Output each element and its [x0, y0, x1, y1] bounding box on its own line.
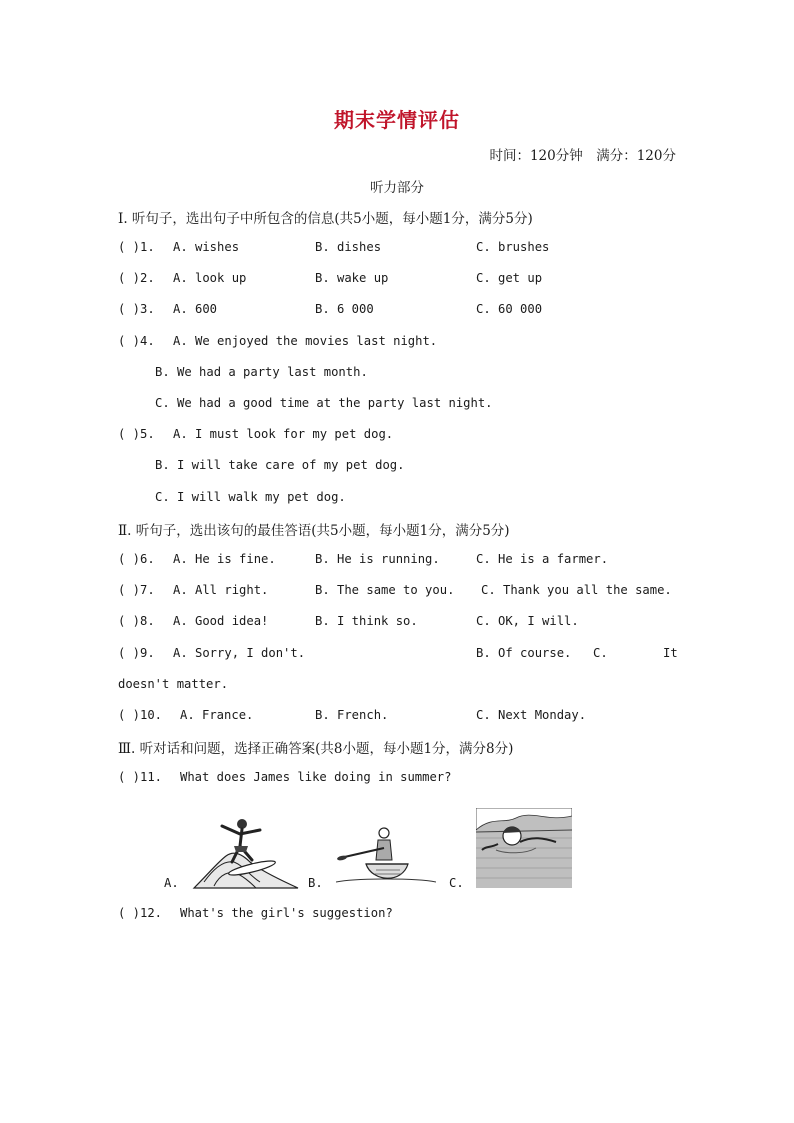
q10-option-a: A. France.	[180, 708, 254, 722]
q2-option-b: B. wake up	[315, 271, 389, 285]
q11-option-c-label: C.	[449, 876, 464, 890]
q7-number: ( )7.	[118, 583, 155, 597]
q2-option-a: A. look up	[173, 271, 247, 285]
q3-number: ( )3.	[118, 302, 155, 316]
q1-number: ( )1.	[118, 240, 155, 254]
q12-number: ( )12.	[118, 906, 163, 920]
q6-option-c: C. He is a farmer.	[476, 552, 609, 566]
q10-option-c: C. Next Monday.	[476, 708, 587, 722]
q9-option-c-text: It	[663, 646, 678, 660]
q7-option-a: A. All right.	[173, 583, 269, 597]
q2-option-c: C. get up	[476, 271, 543, 285]
boating-picture	[336, 824, 436, 888]
q9-option-c-label: C.	[593, 646, 608, 660]
q3-option-c: C. 60 000	[476, 302, 543, 316]
q1-option-b: B. dishes	[315, 240, 382, 254]
q11-number: ( )11.	[118, 770, 163, 784]
q11-option-a-label: A.	[164, 876, 179, 890]
q8-option-b: B. I think so.	[315, 614, 418, 628]
section-1-heading: Ⅰ. 听句子，选出句子中所包含的信息(共5小题，每小题1分，满分5分)	[118, 211, 533, 227]
section-2-heading: Ⅱ. 听句子，选出该句的最佳答语(共5小题，每小题1分，满分5分)	[118, 523, 510, 539]
q9-option-b: B. Of course.	[476, 646, 572, 660]
part-heading: 听力部分	[370, 180, 424, 196]
q5-number: ( )5.	[118, 427, 155, 441]
swimming-picture	[476, 808, 572, 888]
section-3-heading: Ⅲ. 听对话和问题，选择正确答案(共8小题，每小题1分，满分8分)	[118, 741, 514, 757]
q4-option-a: A. We enjoyed the movies last night.	[173, 334, 438, 348]
page-title: 期末学情评估	[334, 108, 460, 132]
q7-option-b: B. The same to you.	[315, 583, 455, 597]
q9-option-c-text-continued: doesn't matter.	[118, 677, 229, 691]
q5-option-b: B. I will take care of my pet dog.	[155, 458, 405, 472]
q11-question: What does James like doing in summer?	[180, 770, 452, 784]
q1-option-a: A. wishes	[173, 240, 240, 254]
q11-option-b-label: B.	[308, 876, 323, 890]
q3-option-b: B. 6 000	[315, 302, 374, 316]
q5-option-a: A. I must look for my pet dog.	[173, 427, 394, 441]
q5-option-c: C. I will walk my pet dog.	[155, 490, 346, 504]
q10-number: ( )10.	[118, 708, 163, 722]
q12-question: What's the girl's suggestion?	[180, 906, 393, 920]
q3-option-a: A. 600	[173, 302, 218, 316]
q6-number: ( )6.	[118, 552, 155, 566]
q9-number: ( )9.	[118, 646, 155, 660]
q10-option-b: B. French.	[315, 708, 389, 722]
q1-option-c: C. brushes	[476, 240, 550, 254]
q8-option-c: C. OK, I will.	[476, 614, 579, 628]
q4-option-c: C. We had a good time at the party last night.	[155, 396, 493, 410]
q6-option-b: B. He is running.	[315, 552, 440, 566]
q8-option-a: A. Good idea!	[173, 614, 269, 628]
q4-option-b: B. We had a party last month.	[155, 365, 368, 379]
q8-number: ( )8.	[118, 614, 155, 628]
time-score-info: 时间：120分钟 满分：120分	[489, 148, 676, 164]
q7-option-c: C. Thank you all the same.	[481, 583, 672, 597]
q6-option-a: A. He is fine.	[173, 552, 276, 566]
q2-number: ( )2.	[118, 271, 155, 285]
q4-number: ( )4.	[118, 334, 155, 348]
q9-option-a: A. Sorry, I don't.	[173, 646, 306, 660]
surfing-picture	[190, 812, 302, 892]
